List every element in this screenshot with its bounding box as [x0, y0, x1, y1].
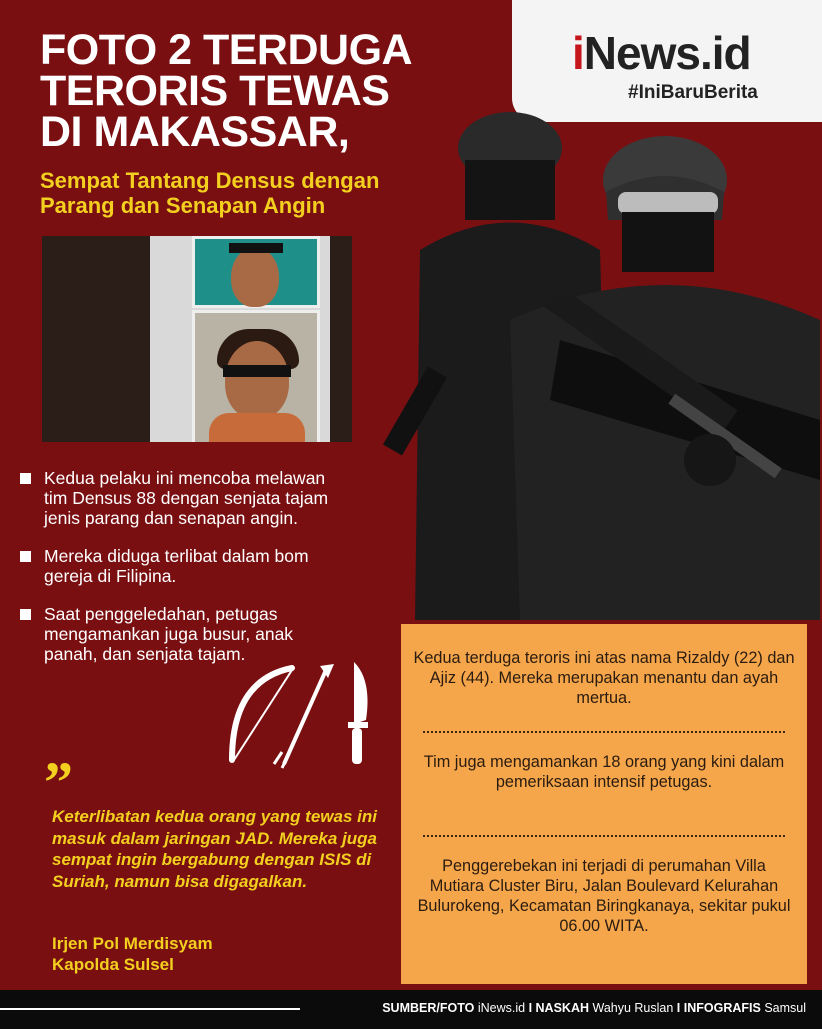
quote-attribution	[52, 933, 213, 975]
subheadline-line-1: Sempat Tantang Densus dengan	[40, 168, 380, 193]
dotted-divider	[423, 835, 785, 837]
info-paragraph-1: Kedua terduga teroris ini atas nama Rizaldy (22) dan Ajiz (44). Mereka merupakan menantu dan ayah mertua.	[413, 649, 795, 707]
suspect-photo-2	[192, 310, 320, 442]
footer-credits	[0, 990, 822, 1029]
dotted-divider	[423, 731, 785, 733]
bullet-square-icon	[20, 609, 31, 620]
suspect-photo-1	[192, 236, 320, 308]
bullet-square-icon	[20, 473, 31, 484]
brand-logo	[572, 26, 751, 80]
quote-mark-icon: ”	[44, 750, 73, 815]
quote-text: Keterlibatan kedua orang yang tewas ini masuk dalam jaringan JAD. Mereka juga sempat ingin bergabung dengan ISIS di Suriah, namun bisa digagalkan.	[52, 807, 378, 891]
info-paragraph-2: Tim juga mengamankan 18 orang yang kini dalam pemeriksaan intensif petugas.	[423, 753, 785, 791]
info-paragraph-3: Penggerebekan ini terjadi di perumahan Villa Mutiara Cluster Biru, Jalan Boulevard Kelurahan Bulurokeng, Kecamatan Biringkanaya, sekitar pukul 06.00 WITA.	[417, 857, 791, 935]
headline-line-1: FOTO 2 TERDUGA	[40, 26, 413, 74]
censor-bar	[223, 365, 291, 377]
soldiers-illustration	[360, 100, 822, 620]
credits-text: SUMBER/FOTO iNews.id I NASKAH Wahyu Ruslan I INFOGRAFIS Samsul	[382, 1001, 806, 1015]
info-box	[401, 624, 807, 984]
bullet-square-icon	[20, 551, 31, 562]
bullet-item: Kedua pelaku ini mencoba melawan tim Densus 88 dengan senjata tajam jenis parang dan senapan angin.	[20, 468, 350, 528]
suspect-photo	[42, 236, 352, 442]
quote-speaker-title: Kapolda Sulsel	[52, 955, 174, 974]
quote-speaker: Irjen Pol Merdisyam	[52, 934, 213, 953]
headline-line-2: TERORIS TEWAS	[40, 67, 390, 115]
footer-divider	[0, 1008, 300, 1010]
subheadline-line-2: Parang dan Senapan Angin	[40, 193, 326, 218]
bullet-item: Saat penggeledahan, petugas mengamankan juga busur, anak panah, dan senjata tajam.	[20, 604, 334, 664]
bow-arrow-knife-icon	[222, 660, 382, 770]
brand-hashtag: #IniBaruBerita	[628, 82, 758, 103]
logo-text: News.id	[583, 27, 751, 79]
censor-bar	[229, 243, 283, 253]
logo-i: i	[572, 27, 584, 79]
bullet-item: Mereka diduga terlibat dalam bom gereja di Filipina.	[20, 546, 350, 586]
headline-line-3: DI MAKASSAR,	[40, 108, 350, 156]
bullet-list	[20, 468, 350, 682]
